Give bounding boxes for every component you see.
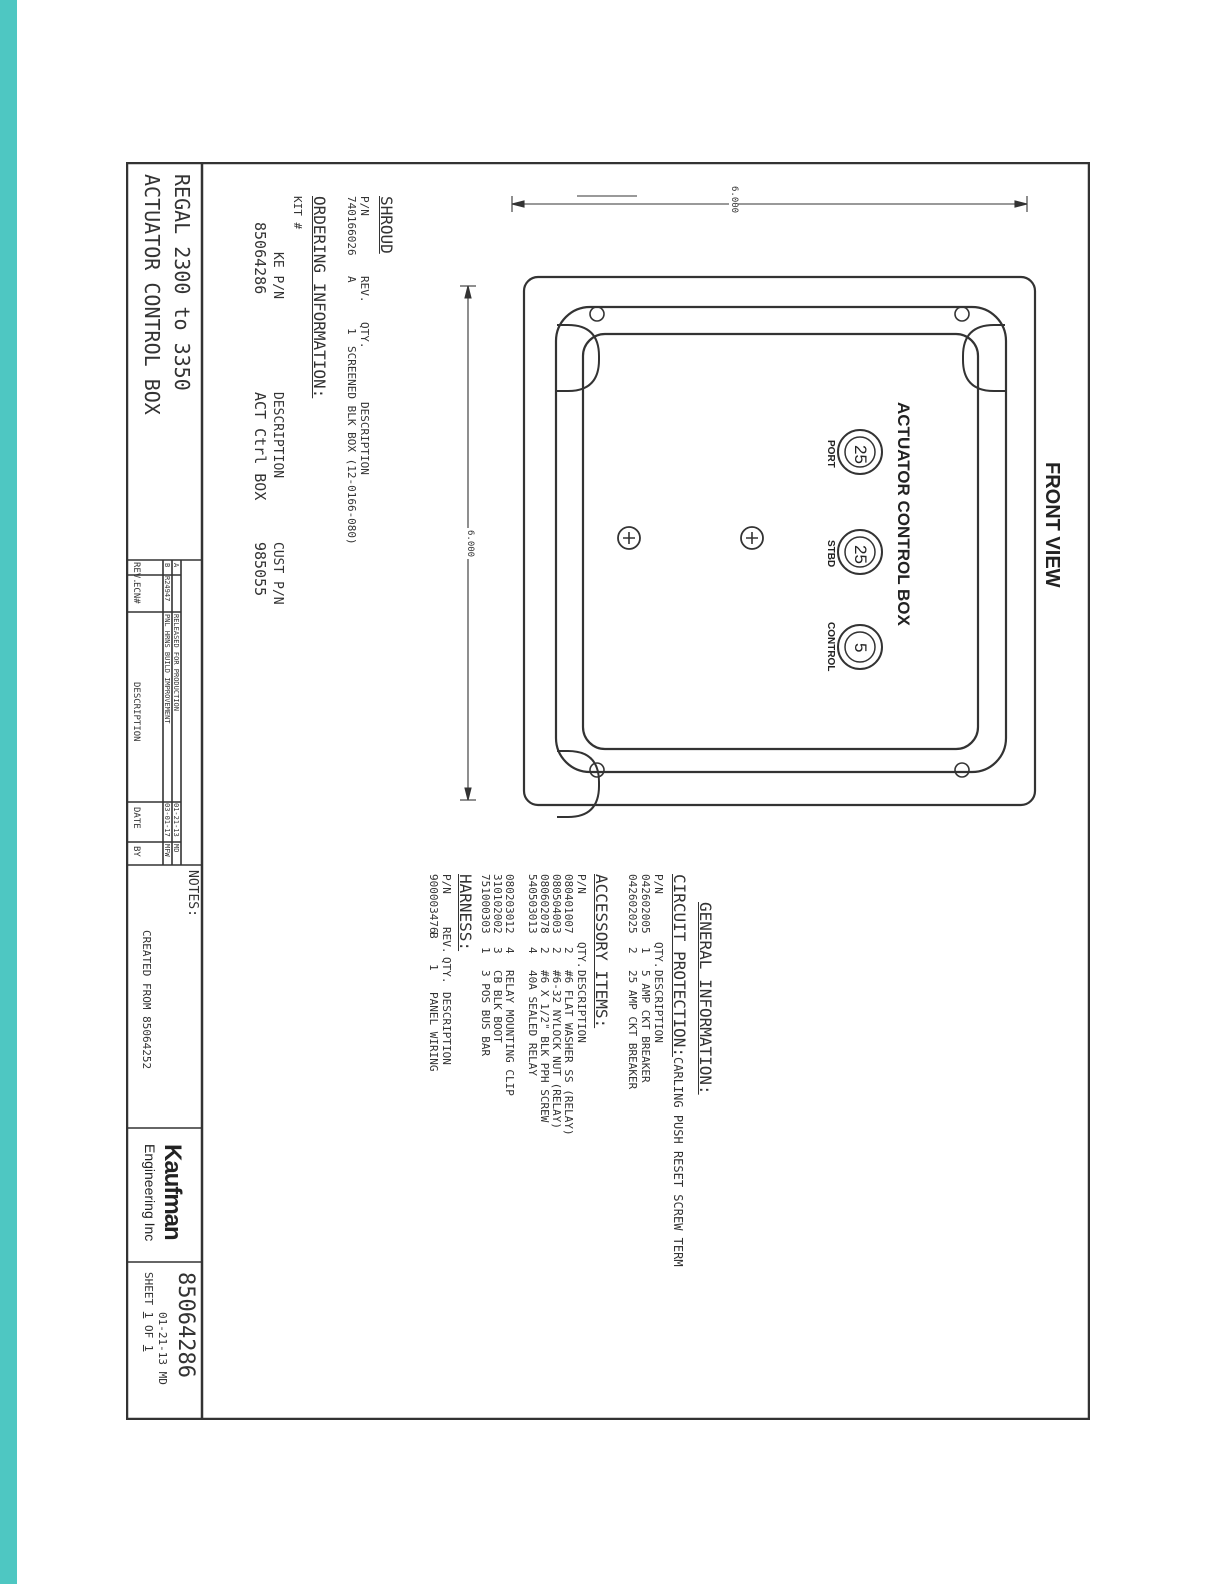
panel-title: ACTUATOR CONTROL BOX — [894, 402, 913, 626]
circuit-row-pn: 042602005 — [639, 874, 652, 934]
ordering-desc: ACT Ctrl BOX — [251, 392, 269, 501]
accessory-row-desc: #6 FLAT WASHER SS (RELAY) — [562, 970, 575, 1136]
rev-row-date: 01-21-13 — [172, 803, 180, 837]
created-from: CREATED FROM 85064252 — [140, 930, 153, 1070]
accessory-row-qty: 2 — [550, 947, 563, 954]
circuit-row-qty: 1 — [639, 947, 652, 954]
company-logo-name: Kaufman — [159, 1144, 186, 1240]
harness-row-rev: B — [427, 932, 440, 939]
shroud-col-desc: DESCRIPTION — [358, 402, 371, 475]
front-view-label: FRONT VIEW — [1041, 462, 1063, 588]
circuit-row-desc: 5 AMP CKT BREAKER — [639, 970, 652, 1083]
ordering-col-cust-pn: CUST P/N — [270, 542, 285, 605]
rev-col-rev: REV. — [131, 562, 141, 584]
breaker-port-label: PORT — [825, 440, 836, 468]
accessory-row-pn: 080504003 — [550, 874, 563, 934]
circuit-row-pn: 042602025 — [626, 874, 639, 934]
width-dimension-label: 6.000 — [729, 186, 739, 214]
sheet-total: 1 — [142, 1344, 155, 1352]
circuit-col-qty: QTY. — [652, 942, 665, 969]
shroud-row-desc: SCREENED BLK BOX (12-0166-080) — [345, 346, 358, 545]
rev-row-by: MD — [172, 844, 180, 853]
accessory-row-pn: 310102002 — [491, 874, 504, 934]
harness-col-rev: REV. — [440, 927, 453, 954]
accessory-row-desc: #6-32 NYLOCK NUT (RELAY) — [550, 970, 563, 1129]
shroud-heading: SHROUD — [377, 196, 396, 254]
sheet-number: 1 — [142, 1311, 155, 1319]
accessory-row-pn: 751000303 — [479, 874, 492, 934]
rev-col-by: BY — [131, 846, 141, 857]
breaker-stbd-rating: 25 — [851, 545, 870, 564]
title-line-2: ACTUATOR CONTROL BOX — [140, 174, 164, 415]
accessory-col-qty: QTY. — [575, 942, 588, 969]
title-line-1: REGAL 2300 to 3350 — [170, 174, 194, 391]
drawing-date: 01-21-13 MD — [156, 1312, 169, 1385]
rev-row-date: 03-01-17 — [163, 803, 171, 837]
rev-row-rev: B — [163, 563, 171, 568]
rev-row-desc: PNL HRNS BUILD IMPROVEMENT — [163, 614, 171, 724]
breaker-control-label: CONTROL — [825, 622, 836, 672]
accessory-heading: ACCESSORY ITEMS: — [592, 874, 611, 1029]
ordering-cust-pn: 985055 — [251, 542, 269, 597]
accessory-col-pn: P/N — [575, 874, 588, 894]
accessory-row-desc: CB BLK BOOT — [491, 970, 504, 1043]
harness-heading: HARNESS: — [456, 874, 475, 952]
circuit-row-qty: 2 — [626, 947, 639, 954]
shroud-col-qty: QTY. — [358, 322, 371, 349]
shroud-row-rev: A — [345, 276, 358, 283]
ordering-heading: ORDERING INFORMATION: — [310, 196, 329, 399]
breaker-control-rating: 5 — [851, 643, 870, 653]
accessory-row-pn: 080602078 — [538, 874, 551, 934]
accessory-row-pn: 080203012 — [503, 874, 516, 934]
harness-col-pn: P/N — [440, 874, 453, 894]
circuit-note: CARLING PUSH RESET SCREW TERM — [671, 1057, 685, 1267]
accessory-row-desc: #6 X 1/2" BLK PPH SCREW — [538, 970, 551, 1123]
sheet-of: OF — [142, 1325, 155, 1339]
accessory-row-desc: RELAY MOUNTING CLIP — [503, 970, 516, 1096]
rev-col-ecn: ECN# — [131, 582, 141, 604]
height-dimension-label: 6.000 — [465, 530, 475, 558]
breaker-stbd-label: STBD — [825, 540, 836, 568]
sheet-label: SHEET — [142, 1272, 155, 1306]
circuit-col-pn: P/N — [652, 874, 665, 894]
accessory-row-pn: 540503013 — [526, 874, 539, 934]
accessory-row-qty: 1 — [479, 947, 492, 954]
harness-row-desc: PANEL WIRING — [427, 992, 440, 1072]
sheet-line — [143, 1272, 154, 1352]
rev-row-rev: A — [172, 563, 180, 568]
notes-label: NOTES: — [185, 870, 200, 917]
ordering-ke-pn: 85064286 — [251, 222, 269, 295]
harness-col-qty: QTY. — [440, 957, 453, 984]
shroud-col-rev: REV. — [358, 276, 371, 303]
accessory-row-desc: 40A SEALED RELAY — [526, 970, 539, 1076]
accessory-row-qty: 4 — [526, 947, 539, 954]
harness-col-desc: DESCRIPTION — [440, 992, 453, 1065]
accessory-row-qty: 4 — [503, 947, 516, 954]
accessory-col-desc: DESCRIPTION — [575, 970, 588, 1043]
ordering-col-ke-pn: KE P/N — [270, 252, 285, 299]
accessory-row-pn: 080401007 — [562, 874, 575, 934]
rev-row-ecn: R24947 — [163, 576, 171, 602]
accessory-row-desc: 3 POS BUS BAR — [479, 970, 492, 1057]
kit-label: KIT # — [291, 196, 304, 230]
harness-row-pn: 900003476 — [427, 874, 440, 934]
circuit-row-desc: 25 AMP CKT BREAKER — [626, 970, 639, 1090]
breaker-port-rating: 25 — [851, 445, 870, 464]
text-layer — [126, 162, 1090, 1420]
general-heading: GENERAL INFORMATION: — [696, 902, 715, 1095]
accessory-row-qty: 2 — [538, 947, 551, 954]
circuit-heading: CIRCUIT PROTECTION: — [670, 874, 689, 1058]
shroud-row-qty: 1 — [345, 328, 358, 335]
drawing-number: 85064286 — [173, 1272, 198, 1378]
shroud-row-pn: 740166026 — [345, 196, 358, 256]
rev-row-desc: RELEASED FOR PRODUCTION — [172, 614, 180, 711]
shroud-col-pn: P/N — [358, 196, 371, 216]
rev-col-desc: DESCRIPTION — [131, 682, 141, 742]
rev-col-date: DATE — [131, 807, 141, 829]
circuit-col-desc: DESCRIPTION — [652, 970, 665, 1043]
accessory-row-qty: 3 — [491, 947, 504, 954]
accessory-row-qty: 2 — [562, 947, 575, 954]
company-logo-sub: Engineering Inc — [142, 1144, 158, 1242]
rev-row-by: MFW — [163, 844, 171, 857]
ordering-col-desc: DESCRIPTION — [270, 392, 285, 479]
harness-row-qty: 1 — [427, 964, 440, 971]
